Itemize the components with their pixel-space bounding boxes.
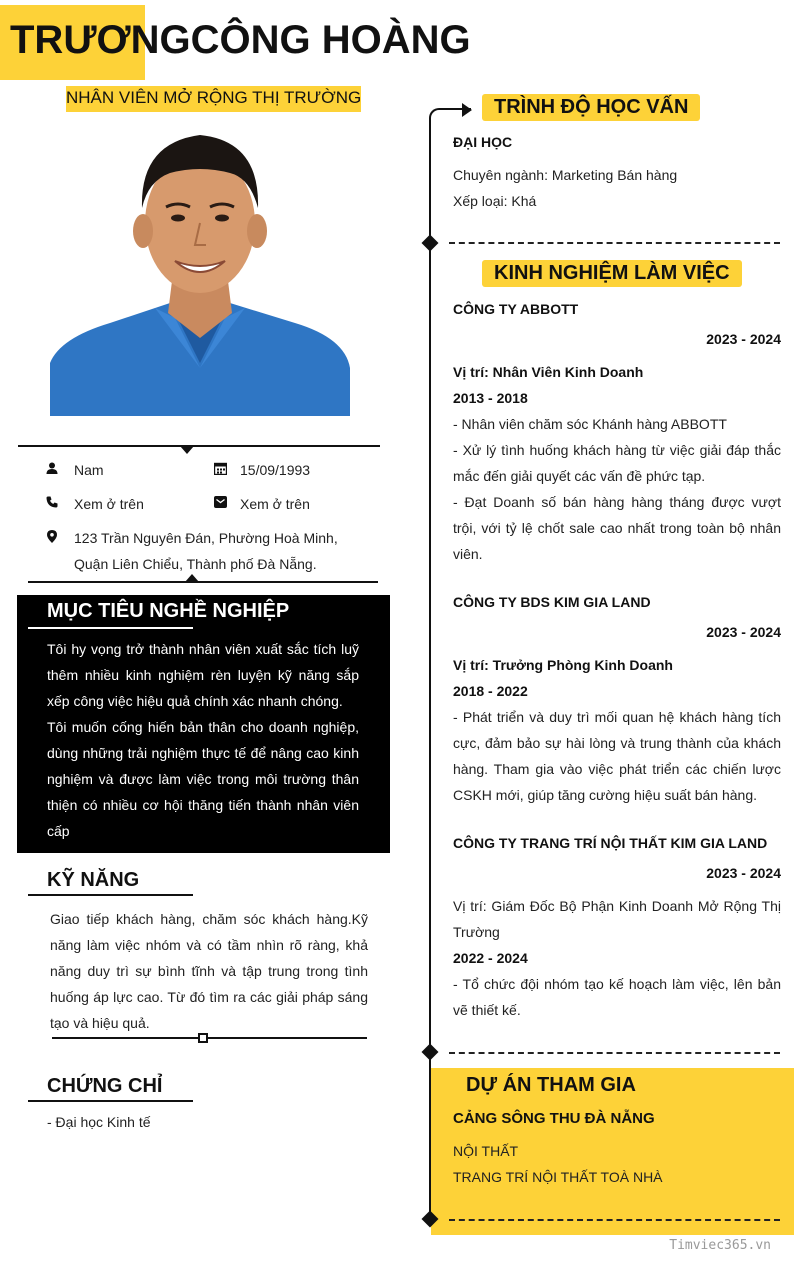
user-icon <box>45 461 59 475</box>
job-company: CÔNG TY BDS KIM GIA LAND <box>453 594 651 610</box>
job-period: 2013 - 2018 <box>453 390 528 406</box>
section-divider <box>449 1219 780 1221</box>
skills-text: Giao tiếp khách hàng, chăm sóc khách hàng.Kỹ năng làm việc nhóm và có tầm nhìn rõ ràng, khả năng duy trì sự bình tĩnh và tập trung trong tình huống áp lực cao. Từ đó tìm ra các giải pháp sáng tạo và hiệu quả. <box>50 911 368 1031</box>
education-major: Chuyên ngành: Marketing Bán hàng <box>453 167 678 183</box>
objective-title: MỤC TIÊU NGHỀ NGHIỆP <box>47 600 290 622</box>
candidate-name: TRƯƠNGCÔNG HOÀNG <box>10 18 471 62</box>
section-divider <box>449 242 780 244</box>
objective-text: Tôi hy vọng trở thành nhân viên xuất sắc tích luỹ thêm nhiều kinh nghiệm rèn luyện kỹ năng sắp xếp công việc hiệu quả chính xác nhanh chóng. Tôi muốn cống hiến bản thân cho doanh nghiệp, dùng những trải nghiệm thực tế để nâng cao kinh nghiệm và được làm việc trong môi trường thân thiện có nhiều cơ hội thăng tiến thành nhân viên cấp <box>47 641 359 839</box>
objective-underline <box>28 627 193 629</box>
phone-icon <box>45 495 59 509</box>
arrow-right-icon <box>462 103 472 117</box>
birthday-value: 15/09/1993 <box>240 462 311 478</box>
education-title: TRÌNH ĐỘ HỌC VẤN <box>482 94 700 121</box>
certificates-title: CHỨNG CHỈ <box>47 1075 163 1097</box>
gender-value: Nam <box>74 462 104 478</box>
job-date: 2023 - 2024 <box>706 624 781 640</box>
job-position: Vị trí: Trưởng Phòng Kinh Doanh <box>453 657 673 673</box>
certificates-underline <box>28 1100 193 1102</box>
job-description: - Nhân viên chăm sóc Khánh hàng ABBOTT - Xử lý tình huống khách hàng từ việc giải đáp thắc mắc đến giải quyết các vấn đề phức tạp. - Đạt Doanh số bán hàng hàng tháng được vượt trội, với tỷ lệ chốt sale cao nhất trong toàn bộ nhân viên. <box>453 416 781 562</box>
project-line-1: NỘI THẤT <box>453 1143 519 1159</box>
job-title: NHÂN VIÊN MỞ RỘNG THỊ TRƯỜNG <box>66 86 361 112</box>
project-name: CẢNG SÔNG THU ĐÀ NẴNG <box>453 1110 655 1127</box>
address-line-2: Quận Liên Chiểu, Thành phố Đà Nẵng. <box>74 556 317 572</box>
skills-title: KỸ NĂNG <box>47 869 140 891</box>
skills-underline <box>28 894 193 896</box>
avatar <box>50 123 350 416</box>
education-degree: ĐẠI HỌC <box>453 134 513 150</box>
calendar-icon <box>213 461 227 475</box>
section-divider <box>449 1052 780 1054</box>
job-date: 2023 - 2024 <box>706 331 781 347</box>
job-company: CÔNG TY TRANG TRÍ NỘI THẤT KIM GIA LAND <box>453 835 768 851</box>
info-bottom-divider <box>28 581 378 583</box>
education-rank: Xếp loại: Khá <box>453 193 537 209</box>
diamond-icon <box>422 1044 439 1061</box>
watermark: Timviec365.vn <box>669 1238 771 1253</box>
project-line-2: TRANG TRÍ NỘI THẤT TOÀ NHÀ <box>453 1169 663 1185</box>
experience-title: KINH NGHIỆM LÀM VIỆC <box>482 260 742 287</box>
address-line-1: 123 Trần Nguyên Đán, Phường Hoà Minh, <box>74 530 338 546</box>
location-icon <box>45 529 59 543</box>
job-position: Vị trí: Giám Đốc Bộ Phận Kinh Doanh Mở Rộng Thị Trường <box>453 898 781 940</box>
phone-value: Xem ở trên <box>74 496 144 512</box>
job-period: 2022 - 2024 <box>453 950 528 966</box>
email-icon <box>213 495 227 509</box>
job-description: - Phát triển và duy trì mối quan hệ khách hàng tích cực, đảm bảo sự hài lòng và trung thành của khách hàng. Tham gia vào việc phát triển các chiến lược CSKH mới, giúp tăng cường hiệu suất bán hàng. <box>453 709 781 803</box>
certificate-item: - Đại học Kinh tế <box>47 1114 151 1130</box>
diamond-icon <box>422 235 439 252</box>
skills-bottom-divider <box>52 1037 367 1039</box>
divider-arrow-down <box>180 446 194 454</box>
job-period: 2018 - 2022 <box>453 683 528 699</box>
skills-divider-marker <box>198 1033 208 1043</box>
projects-title: DỰ ÁN THAM GIA <box>466 1074 636 1096</box>
job-position: Vị trí: Nhân Viên Kinh Doanh <box>453 364 644 380</box>
job-date: 2023 - 2024 <box>706 865 781 881</box>
info-top-divider <box>18 445 380 447</box>
email-value: Xem ở trên <box>240 496 310 512</box>
job-description: - Tổ chức đội nhóm tạo kế hoạch làm việc, lên bản vẽ thiết kế. <box>453 976 781 1018</box>
job-company: CÔNG TY ABBOTT <box>453 301 579 317</box>
